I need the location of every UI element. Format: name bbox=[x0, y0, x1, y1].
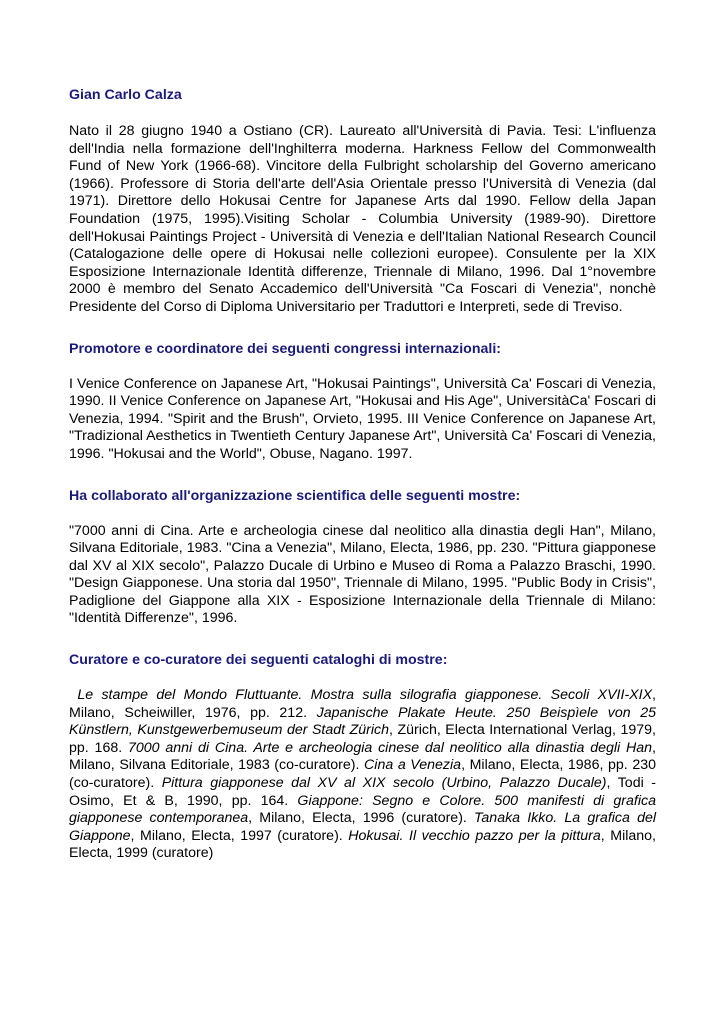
catalog-details: , Milano, Electa, 1986, pp. 230 (co-curatore). bbox=[69, 757, 656, 792]
biography-paragraph: Nato il 28 giugno 1940 a Ostiano (CR). Laureato all'Università di Pavia. Tesi: L'influenza dell'India nella formazione dell'Inghilterra moderna. Harkness Fellow del Commonwealth Fund of New York (1966-68). Vincitore della Fulbright scholarship del Governo americano (1966). Professore di Storia dell'arte dell'Asia Orientale presso l'Università di Venezia (dal 1971). Direttore dello Hokusai Centre for Japanese Arts dal 1990. Fellow della Japan Foundation (1975, 1995).Visiting Scholar - Columbia University (1989-90). Direttore dell'Hokusai Paintings Project - Università di Venezia e dell'Italian National Research Council (Catalogazione delle opere di Hokusai nelle collezioni europee). Consulente per la XIX Esposizione Internazionale Identità differenze, Triennale di Milano, 1996. Dal 1°novembre 2000 è membro del Senato Accademico dell'Università "Ca Foscari di Venezia", nonchè Presidente del Corso di Diploma Universitario per Traduttori e Interpreti, sede di Treviso. bbox=[69, 123, 656, 315]
catalog-details: , Milano, Electa, 1999 (curatore) bbox=[69, 827, 656, 862]
catalog-title: 7000 anni di Cina. Arte e archeologia cinese dal neolitico alla dinastia degli Han bbox=[128, 739, 653, 756]
catalog-details: , Milano, Silvana Editoriale, 1983 (co-curatore). bbox=[69, 739, 656, 774]
congressi-heading: Promotore e coordinatore dei seguenti congressi internazionali: bbox=[69, 340, 502, 357]
catalog-details: , Zürich, Electa International Verlag, 1979, pp. 168. bbox=[69, 722, 656, 756]
catalog-details: , Milano, Scheiwiller, 1976, pp. 212. bbox=[69, 687, 656, 721]
catalog-details: , Milano, Electa, 1997 (curatore). bbox=[130, 827, 349, 844]
catalog-details: , Milano, Electa, 1996 (curatore). bbox=[248, 810, 475, 827]
catalog-title: Pittura giapponese dal XV al XIX secolo (Urbino, Palazzo Ducale) bbox=[161, 775, 607, 792]
catalog-title: Japanische Plakate Heute. 250 Beispìele von 25 Künstlern, Kunstgewerbemuseum der Stadt Zürich bbox=[69, 704, 657, 739]
cataloghi-heading: Curatore e co-curatore dei seguenti cataloghi di mostre: bbox=[69, 652, 448, 669]
mostre-heading: Ha collaborato all'organizzazione scientifica delle seguenti mostre: bbox=[69, 487, 521, 504]
congressi-paragraph: I Venice Conference on Japanese Art, "Hokusai Paintings", Università Ca' Foscari di Venezia, 1990. II Venice Conference on Japanese Art, "Hokusai and His Age", UniversitàCa' Foscari di Venezia, 1994. "Spirit and the Brush", Orvieto, 1995. III Venice Conference on Japanese Art, "Tradizional Aesthetics in Twentieth Century Japanese Art", Università Ca' Foscari di Venezia, 1996. "Hokusai and the World", Obuse, Nagano. 1997. bbox=[69, 375, 656, 462]
catalog-title: Tanaka Ikko. La grafica del Giappone bbox=[69, 810, 657, 844]
catalog-title: Hokusai. Il vecchio pazzo per la pittura bbox=[348, 827, 601, 844]
catalog-title: Cina a Venezia bbox=[364, 757, 462, 774]
catalog-title: Le stampe del Mondo Fluttuante. Mostra sulla silografia giapponese. Secoli XVII-XIX bbox=[77, 687, 653, 704]
catalog-details: , Todi - Osimo, Et & B, 1990, pp. 164. bbox=[69, 775, 656, 809]
person-name: Gian Carlo Calza bbox=[69, 87, 182, 103]
catalog-title: Giappone: Segno e Colore. 500 manifesti di grafica giapponese contemporanea bbox=[69, 792, 656, 827]
cataloghi-paragraph bbox=[69, 687, 656, 863]
mostre-paragraph: "7000 anni di Cina. Arte e archeologia cinese dal neolitico alla dinastia degli Han", Milano, Silvana Editoriale, 1983. "Cina a Venezia", Milano, Electa, 1986, pp. 230. "Pittura giapponese dal XV al XIX secolo", Palazzo Ducale di Urbino e Museo di Roma a Palazzo Braschi, 1990. "Design Giapponese. Una storia dal 1950", Triennale di Milano, 1995. "Public Body in Crisis", Padiglione del Giappone alla XIX - Esposizione Internazionale della Triennale di Milano: "Identità Differenze", 1996. bbox=[69, 522, 656, 627]
